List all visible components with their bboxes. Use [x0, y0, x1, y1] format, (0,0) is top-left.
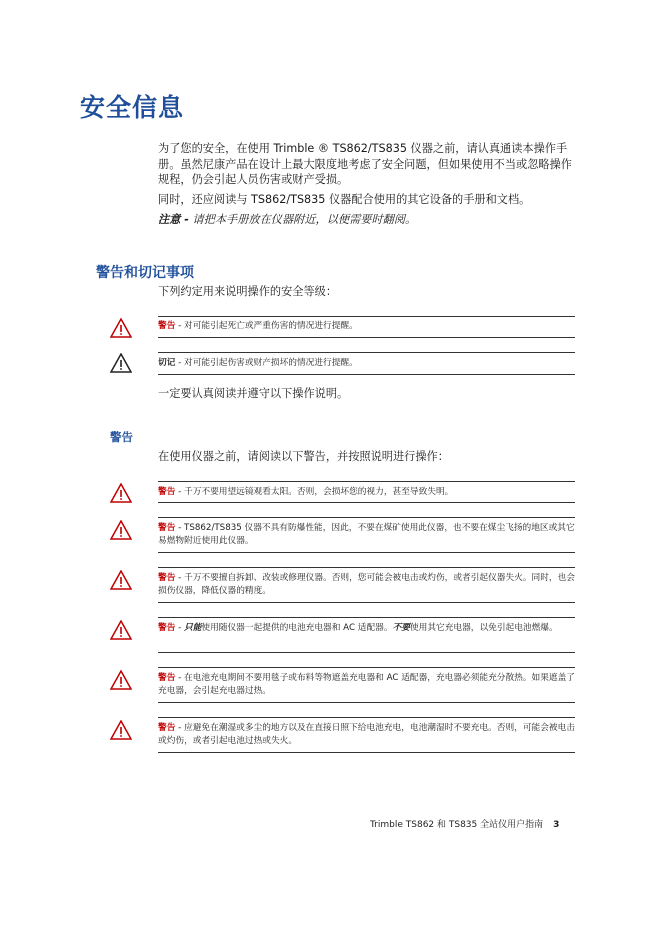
section-heading: 警告和切记事项	[96, 265, 194, 281]
warnings-heading: 警告	[110, 430, 133, 444]
caution-triangle-icon	[110, 353, 132, 373]
divider	[158, 667, 575, 668]
level-warning: 警告 - 对可能引起死亡或严重伤害的情况进行提醒。	[158, 321, 358, 331]
warning-label: 警告	[158, 573, 176, 583]
warning-triangle-icon	[110, 570, 132, 590]
warning-item: 警告 - 在电池充电期间不要用毯子或布料等物遮盖充电器和 AC 适配器，充电器必须能充分散热。如果遮盖了充电器，会引起充电器过热。	[158, 673, 575, 696]
warning-item: 警告 - TS862/TS835 仪器不具有防爆性能，因此，不要在煤矿使用此仪器，也不要在煤尘飞扬的地区或其它易燃物附近使用此仪器。	[158, 523, 575, 546]
level-caution: 切记 - 对可能引起伤害或财产损坏的情况进行提醒。	[158, 358, 358, 368]
warning-triangle-icon	[110, 720, 132, 740]
warning-item: 警告 - 应避免在潮湿或多尘的地方以及在直接日照下给电池充电，电池潮湿时不要充电。否则，可能会被电击或灼伤，或者引起电池过热或失火。	[158, 723, 575, 746]
intro-paragraph-2: 同时，还应阅读与 TS862/TS835 仪器配合使用的其它设备的手册和文档。	[158, 193, 531, 206]
divider	[158, 316, 575, 317]
section-intro: 下列约定用来说明操作的安全等级：	[158, 285, 338, 298]
warning-label: 警告	[158, 523, 176, 533]
divider	[158, 502, 575, 503]
warning-label: 警告	[158, 321, 176, 331]
warning-item: 警告 - 千万不要用望远镜观看太阳。否则，会损坏您的视力，甚至导致失明。	[158, 487, 454, 497]
page-title: 安全信息	[80, 93, 185, 122]
footer-title: Trimble TS862 和 TS835 全站仪用户指南	[370, 820, 544, 830]
warning-triangle-icon	[110, 670, 132, 690]
divider	[158, 752, 575, 753]
warning-item: 警告 - 只能使用随仪器一起提供的电池充电器和 AC 适配器。不要使用其它充电器，以免引起电池燃爆。	[158, 623, 558, 633]
warning-label: 警告	[158, 723, 176, 733]
divider	[158, 602, 575, 603]
divider	[158, 552, 575, 553]
divider	[158, 652, 575, 653]
divider	[158, 374, 575, 375]
warning-triangle-icon	[110, 483, 132, 503]
page-footer	[370, 817, 559, 830]
divider	[158, 481, 575, 482]
warnings-intro: 在使用仪器之前，请阅读以下警告，并按照说明进行操作：	[158, 450, 449, 463]
warning-triangle-icon	[110, 318, 132, 338]
warning-triangle-icon	[110, 620, 132, 640]
note-text: 请把本手册放在仪器附近，以便需要时翻阅。	[188, 213, 417, 226]
divider	[158, 617, 575, 618]
divider	[158, 352, 575, 353]
warning-triangle-icon	[110, 520, 132, 540]
divider	[158, 702, 575, 703]
intro-paragraph: 为了您的安全，在使用 Trimble ® TS862/TS835 仪器之前，请认真通读本操作手册。虽然尼康产品在设计上最大限度地考虑了安全问题，但如果使用不当或忽略操作规程，仍会引起人员伤害或财产受损。	[158, 142, 572, 186]
divider	[158, 337, 575, 338]
divider	[158, 567, 575, 568]
warning-label: 警告	[158, 487, 176, 497]
divider	[158, 517, 575, 518]
page-number: 3	[553, 820, 560, 830]
divider	[158, 717, 575, 718]
note-label: 注意 -	[158, 213, 189, 226]
warning-label: 警告	[158, 673, 176, 683]
caution-label: 切记	[158, 358, 176, 368]
follow-instructions: 一定要认真阅读并遵守以下操作说明。	[158, 387, 349, 400]
warning-item: 警告 - 千万不要擅自拆卸、改装或修理仪器。否则，您可能会被电击或灼伤，或者引起仪器失火。同时，也会损伤仪器，降低仪器的精度。	[158, 573, 575, 596]
warning-label: 警告	[158, 623, 176, 633]
note	[158, 212, 578, 228]
